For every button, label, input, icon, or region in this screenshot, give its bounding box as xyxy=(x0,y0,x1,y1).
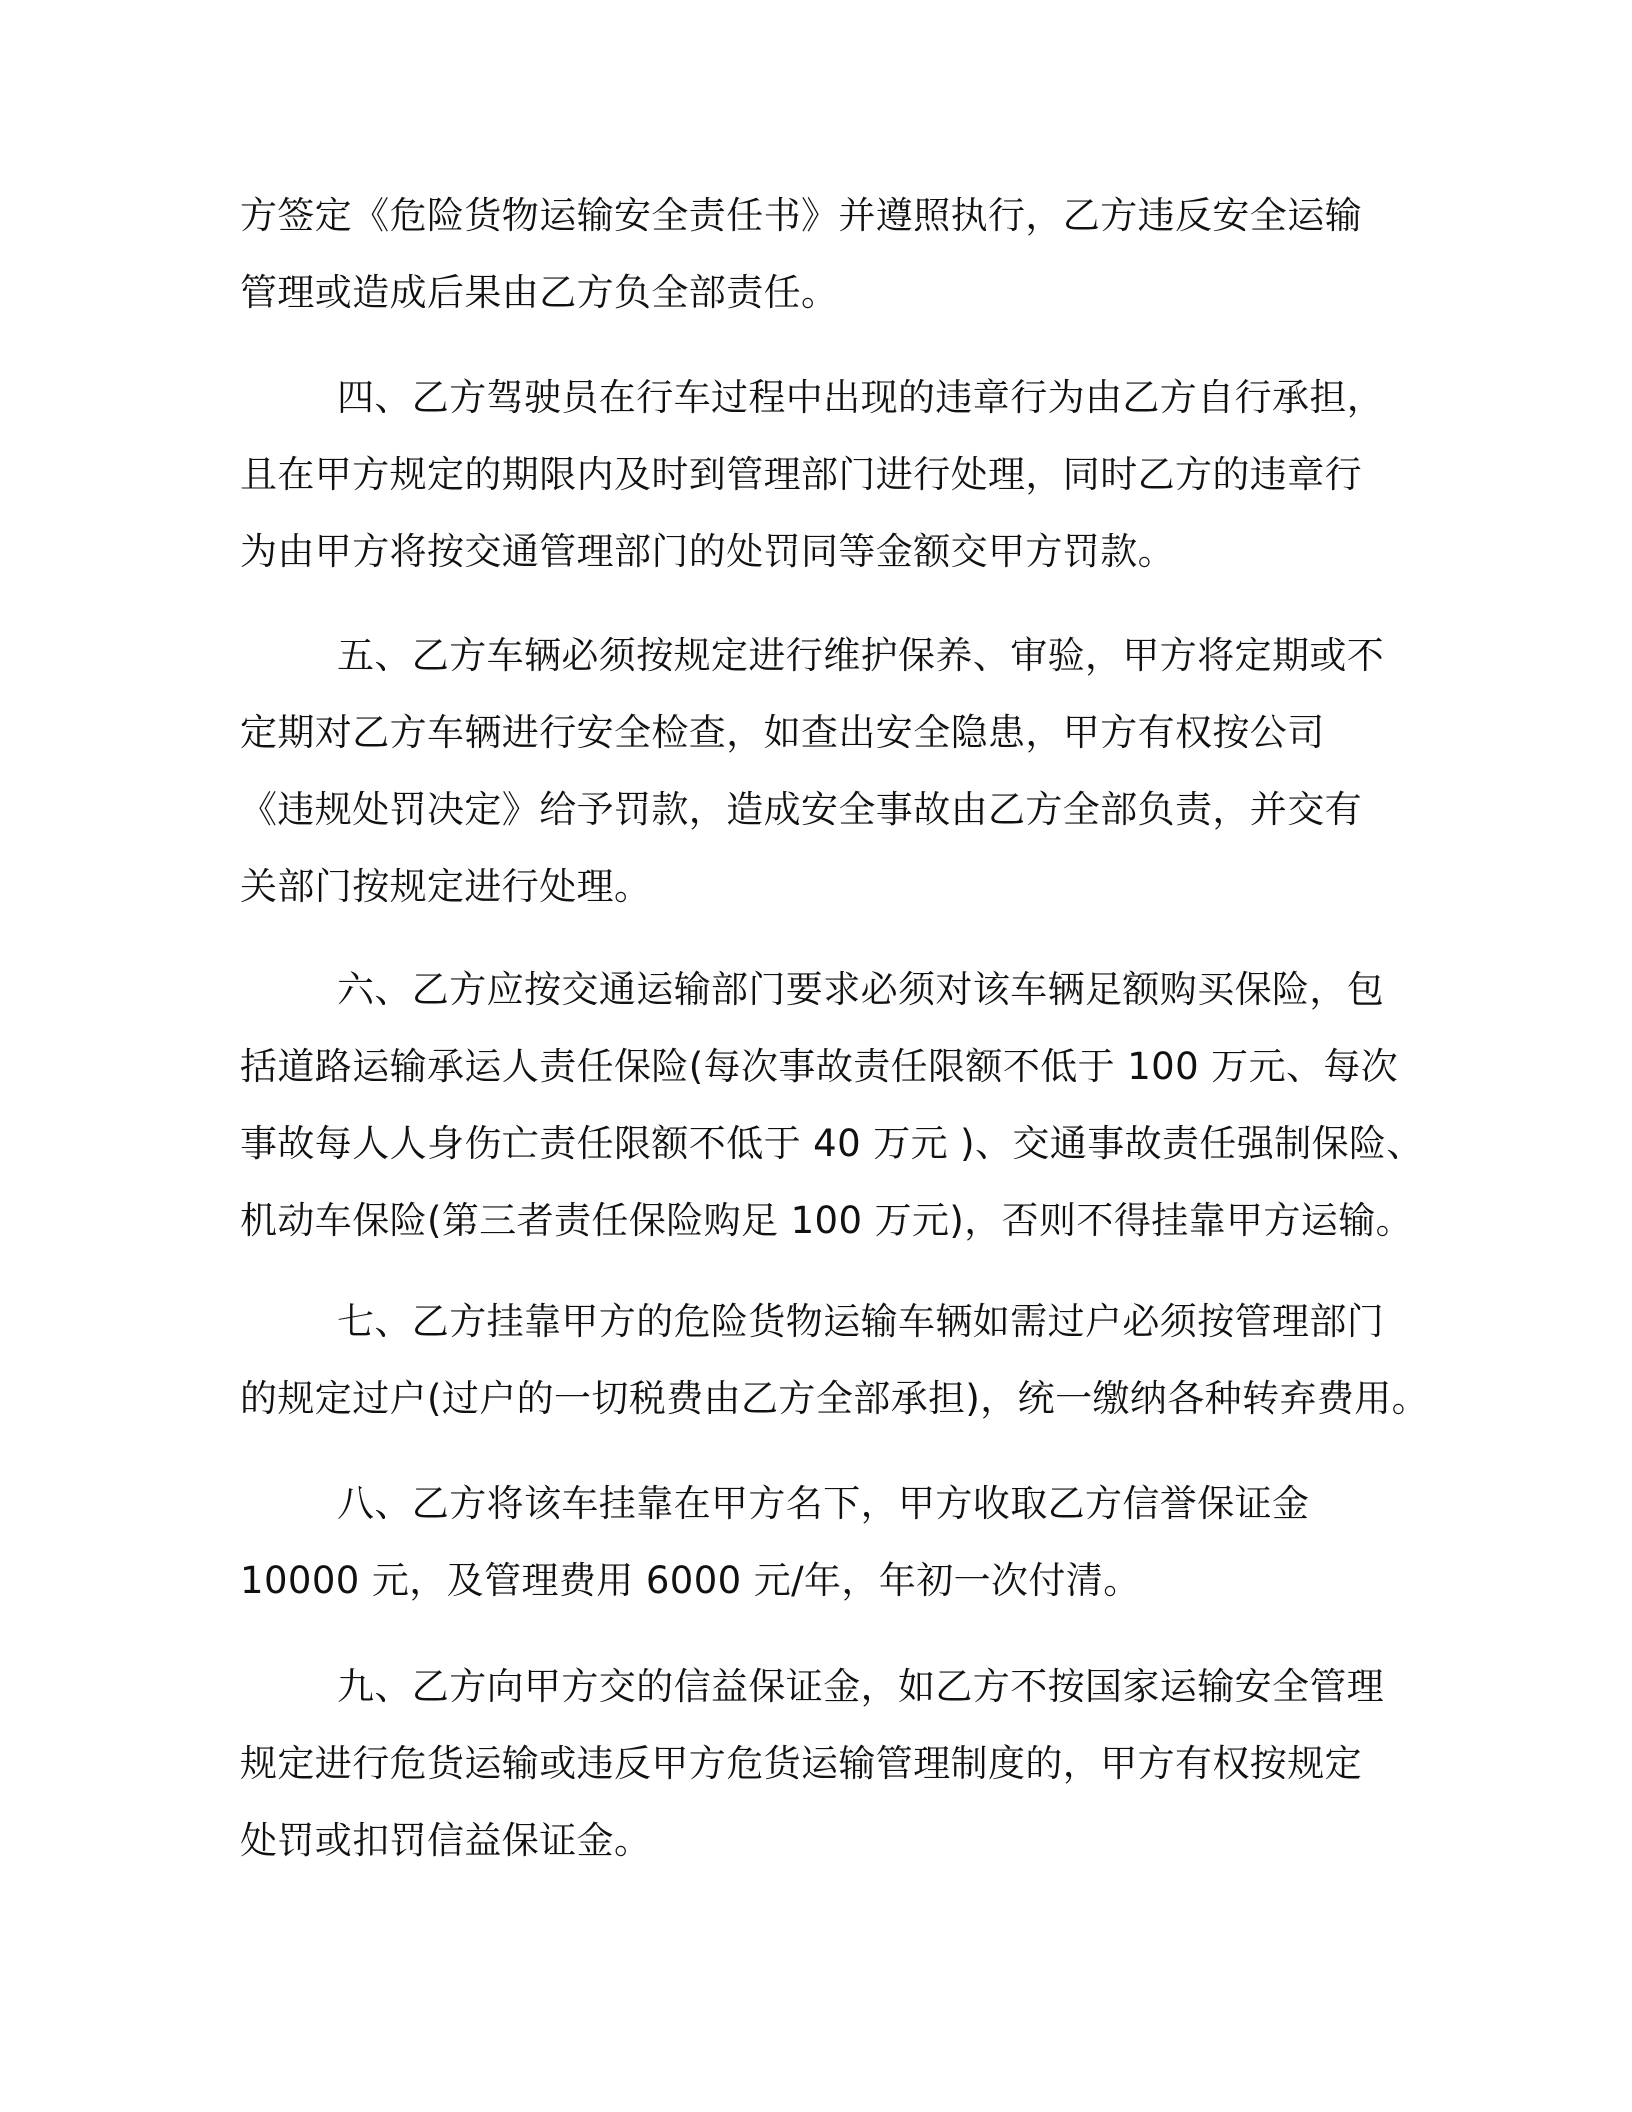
text-line: 且在甲方规定的期限内及时到管理部门进行处理，同时乙方的违章行 xyxy=(240,453,1362,496)
text-line: 七、乙方挂靠甲方的危险货物运输车辆如需过户必须按管理部门 xyxy=(337,1300,1385,1343)
text-line: 八、乙方将该车挂靠在甲方名下，甲方收取乙方信誉保证金 xyxy=(337,1482,1310,1525)
text-line: 定期对乙方车辆进行安全检查，如查出安全隐患，甲方有权按公司 xyxy=(240,711,1325,754)
paragraph-clause-six xyxy=(240,951,1440,1259)
text-line: 四、乙方驾驶员在行车过程中出现的违章行为由乙方自行承担， xyxy=(337,376,1385,419)
text-line: 的规定过户(过户的一切税费由乙方全部承担)，统一缴纳各种转弃费用。 xyxy=(240,1377,1430,1420)
paragraph-clause-five xyxy=(240,617,1440,925)
text-line: 九、乙方向甲方交的信益保证金，如乙方不按国家运输安全管理 xyxy=(337,1665,1385,1708)
text-line: 事故每人人身伤亡责任限额不低于 40 万元 )、交通事故责任强制保险、 xyxy=(240,1122,1424,1165)
text-line: 方签定《危险货物运输安全责任书》并遵照执行，乙方违反安全运输 xyxy=(240,194,1362,237)
text-line: 机动车保险(第三者责任保险购足 100 万元)，否则不得挂靠甲方运输。 xyxy=(240,1199,1414,1242)
text-line: 六、乙方应按交通运输部门要求必须对该车辆足额购买保险，包 xyxy=(337,968,1385,1011)
text-line: 规定进行危货运输或违反甲方危货运输管理制度的，甲方有权按规定 xyxy=(240,1742,1362,1785)
text-line: 处罚或扣罚信益保证金。 xyxy=(240,1819,652,1862)
text-line: 括道路运输承运人责任保险(每次事故责任限额不低于 100 万元、每次 xyxy=(240,1045,1399,1088)
text-line: 五、乙方车辆必须按规定进行维护保养、审验，甲方将定期或不 xyxy=(337,634,1385,677)
text-line: 10000 元，及管理费用 6000 元/年，年初一次付清。 xyxy=(240,1559,1141,1602)
text-line: 管理或造成后果由乙方负全部责任。 xyxy=(240,271,839,314)
paragraph-clause-four xyxy=(240,359,1440,590)
paragraph-clause-seven xyxy=(240,1283,1440,1437)
paragraph-clause-three-continued xyxy=(240,177,1440,331)
paragraph-clause-eight xyxy=(240,1465,1440,1619)
text-line: 为由甲方将按交通管理部门的处罚同等金额交甲方罚款。 xyxy=(240,530,1175,573)
paragraph-clause-nine xyxy=(240,1648,1440,1879)
text-line: 《违规处罚决定》给予罚款，造成安全事故由乙方全部负责，并交有 xyxy=(240,788,1362,831)
text-line: 关部门按规定进行处理。 xyxy=(240,865,652,908)
